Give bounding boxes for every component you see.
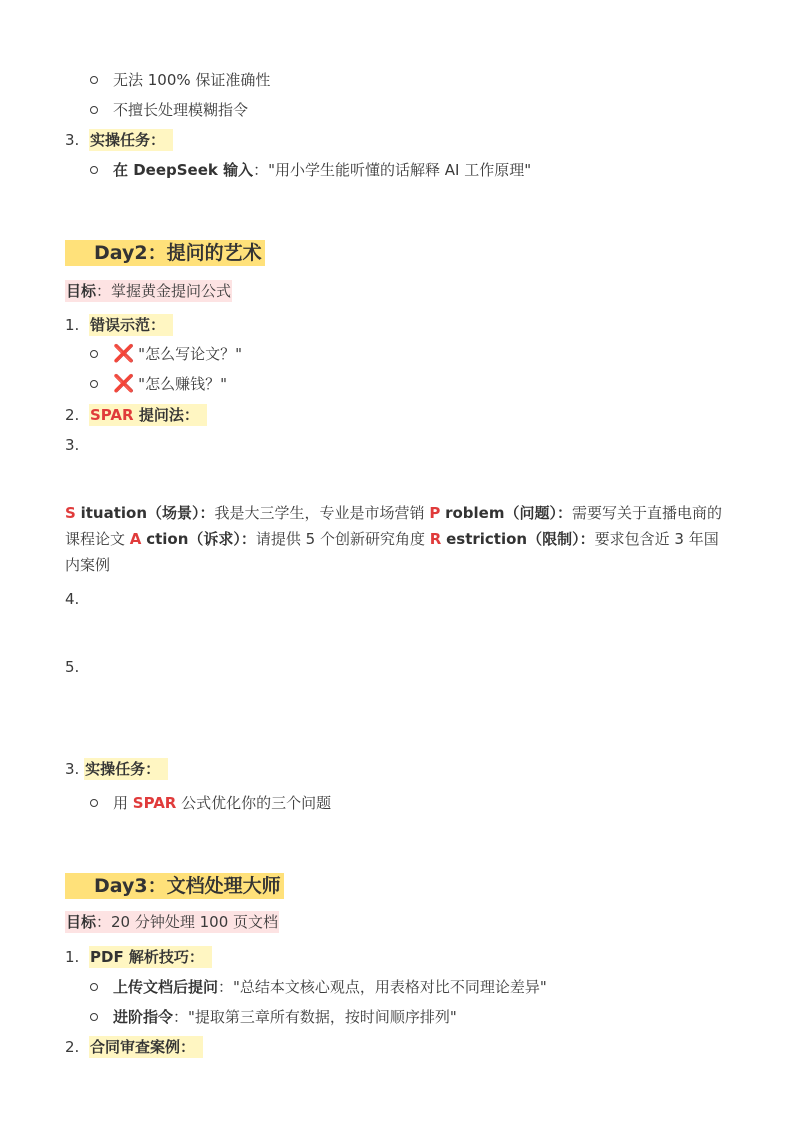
wrong-example-text: "怎么赚钱？": [138, 375, 227, 393]
list-item: [113, 344, 242, 364]
goal-label: 目标: [66, 282, 97, 300]
wrong-example-label: 错误示范：: [89, 314, 173, 336]
method-label: 提问法：: [133, 406, 199, 424]
goal-text: ：20 分钟处理 100 页文档: [96, 913, 279, 931]
task-text-prefix: 用: [113, 794, 133, 812]
list-number: 3.: [65, 436, 80, 454]
list-number: 5.: [65, 658, 80, 676]
bullet-circle-icon: [90, 166, 98, 174]
goal-line: [65, 912, 279, 932]
spar-term: SPAR: [132, 794, 177, 812]
list-item: [113, 977, 547, 997]
tip-label: 上传文档后提问: [113, 978, 219, 996]
list-number: 3.: [65, 131, 80, 149]
tip-text: ："总结本文核心观点，用表格对比不同理论差异": [218, 978, 547, 996]
section-heading: Day2：提问的艺术: [65, 240, 265, 266]
spar-text-problem: 需要写关于直播电商的课程论文: [65, 504, 722, 548]
instruction-label: 在 DeepSeek 输入: [113, 161, 254, 179]
instruction-text: ："用小学生能听懂的话解释 AI 工作原理": [253, 161, 532, 179]
list-number: 1.: [65, 316, 80, 334]
bullet-circle-icon: [90, 1013, 98, 1021]
cross-mark-icon: ❌: [113, 344, 135, 364]
list-item: [113, 1007, 457, 1027]
contract-review-label: 合同审查案例：: [89, 1036, 203, 1058]
bullet-circle-icon: [90, 350, 98, 358]
task-label: 实操任务：: [84, 758, 168, 780]
spar-text-action: 请提供 5 个创新研究角度: [255, 530, 425, 548]
spar-label-restriction: estriction（限制）：: [446, 530, 595, 548]
wrong-example-text: "怎么写论文？": [138, 345, 242, 363]
spar-letter-s: S: [65, 504, 76, 522]
list-number: 4.: [65, 590, 80, 608]
bullet-circle-icon: [90, 76, 98, 84]
spar-term: SPAR: [90, 406, 134, 424]
spar-paragraph: [65, 500, 727, 578]
list-item: [113, 374, 227, 394]
list-number: 1.: [65, 948, 80, 966]
tip-label: 进阶指令: [113, 1008, 174, 1026]
list-item: 不擅长处理模糊指令: [113, 101, 249, 119]
bullet-circle-icon: [90, 983, 98, 991]
list-number: 2.: [65, 1038, 80, 1056]
section-heading: Day3：文档处理大师: [65, 873, 284, 899]
bullet-circle-icon: [90, 799, 98, 807]
list-item: [113, 160, 531, 180]
list-item: 无法 100% 保证准确性: [113, 71, 271, 89]
goal-label: 目标: [66, 913, 97, 931]
task-text-suffix: 公式优化你的三个问题: [176, 794, 332, 812]
goal-line: [65, 281, 232, 301]
spar-text-restriction: 要求包含近 3 年国内案例: [65, 530, 719, 574]
pdf-tips-label: PDF 解析技巧：: [89, 946, 212, 968]
list-number: 2.: [65, 406, 80, 424]
list-item: [89, 315, 173, 335]
spar-letter-a: A: [129, 530, 142, 548]
goal-text: ：掌握黄金提问公式: [96, 282, 232, 300]
bullet-circle-icon: [90, 106, 98, 114]
spar-letter-p: P: [429, 504, 441, 522]
task-label: 实操任务：: [89, 129, 173, 151]
cross-mark-icon: ❌: [113, 374, 135, 394]
list-item: [89, 947, 212, 967]
spar-label-problem: roblem（问题）：: [445, 504, 572, 522]
spar-label-situation: ituation（场景）：: [80, 504, 215, 522]
list-item: [89, 130, 173, 150]
spar-label-action: ction（诉求）：: [146, 530, 256, 548]
list-item: [113, 793, 331, 813]
list-item: [65, 759, 168, 779]
bullet-circle-icon: [90, 380, 98, 388]
list-number: 3.: [65, 760, 80, 778]
tip-text: ："提取第三章所有数据，按时间顺序排列": [173, 1008, 457, 1026]
spar-text-situation: 我是大三学生，专业是市场营销: [214, 504, 425, 522]
spar-letter-r: R: [429, 530, 442, 548]
list-item: [89, 405, 207, 425]
list-item: [89, 1037, 203, 1057]
